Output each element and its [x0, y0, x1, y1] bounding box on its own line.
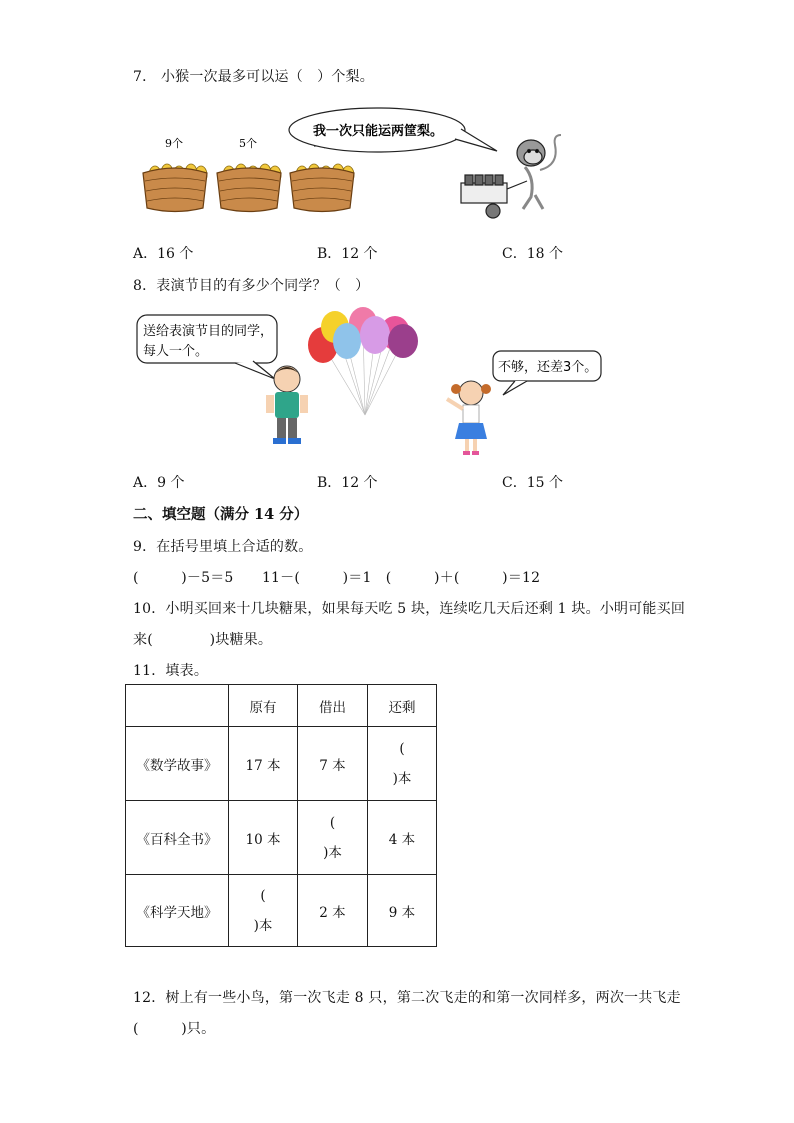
boy-speech-bubble — [137, 315, 277, 379]
table-header-cell: 还剩 — [368, 685, 437, 727]
balloons-icon — [308, 307, 418, 415]
q7-option-a[interactable]: A．16 个 — [133, 246, 194, 262]
q7-option-b[interactable]: B．12 个 — [317, 246, 378, 262]
q7-stem: 7． 小猴一次最多可以运（ ）个梨。 — [133, 69, 374, 85]
q8-illustration — [135, 305, 615, 465]
table-blank-cell[interactable]: ( )本 — [368, 727, 437, 801]
q9-expression[interactable]: ( )－5＝5 11－( )＝1 ( )＋( )＝12 — [133, 570, 541, 586]
table-cell: 4 本 — [368, 801, 437, 875]
table-cell: 《数学故事》 — [126, 727, 229, 801]
q12-line1: 12．树上有一些小鸟，第一次飞走 8 只，第二次飞走的和第一次同样多，两次一共飞走 — [133, 990, 681, 1006]
table-row — [126, 727, 437, 801]
girl-speech-text: 不够，还差3个。 — [498, 360, 598, 375]
girl-speech-bubble — [493, 351, 601, 395]
boy-speech-line2: 每人一个。 — [143, 344, 209, 359]
table-cell: 10 本 — [229, 801, 298, 875]
q12-line2[interactable]: ( )只。 — [133, 1021, 216, 1037]
table-header-cell: 原有 — [229, 685, 298, 727]
q11-table — [125, 684, 437, 947]
table-header-row — [126, 685, 437, 727]
monkey-speech-bubble — [289, 108, 497, 152]
girl-icon — [447, 381, 491, 455]
monkey-speech-text: 我一次只能运两筐梨。 — [313, 124, 444, 139]
q7-option-c[interactable]: C．18 个 — [502, 246, 563, 262]
boy-speech-line1: 送给表演节目的同学， — [143, 324, 274, 339]
table-blank-cell[interactable]: ( )本 — [229, 875, 298, 947]
table-cell: 7 本 — [298, 727, 368, 801]
q10-line1: 10．小明买回来十几块糖果，如果每天吃 5 块，连续吃几天后还剩 1 块。小明可能买回 — [133, 601, 686, 617]
q8-option-b[interactable]: B．12 个 — [317, 475, 378, 491]
table-blank-cell[interactable]: ( )本 — [298, 801, 368, 875]
table-row — [126, 875, 437, 947]
table-header-cell — [126, 685, 229, 727]
basket-1-label: 9个 — [165, 137, 183, 150]
table-cell: 2 本 — [298, 875, 368, 947]
monkey-icon — [461, 135, 561, 218]
q8-option-a[interactable]: A．9 个 — [133, 475, 185, 491]
table-cell: 《科学天地》 — [126, 875, 229, 947]
q10-line2[interactable]: 来( )块糖果。 — [133, 632, 273, 648]
basket-2-label: 5个 — [239, 137, 257, 150]
table-cell: 9 本 — [368, 875, 437, 947]
pear-basket-1 — [143, 137, 207, 212]
q9-stem: 9．在括号里填上合适的数。 — [133, 539, 313, 555]
q8-stem: 8．表演节目的有多少个同学？（ ） — [133, 278, 370, 294]
table-header-cell: 借出 — [298, 685, 368, 727]
section-2-title: 二、填空题（满分 14 分） — [133, 506, 309, 523]
q8-option-c[interactable]: C．15 个 — [502, 475, 563, 491]
table-row — [126, 801, 437, 875]
pear-basket-2 — [217, 137, 281, 212]
q11-stem: 11．填表。 — [133, 663, 209, 679]
q7-illustration — [135, 105, 575, 225]
table-cell: 17 本 — [229, 727, 298, 801]
table-cell: 《百科全书》 — [126, 801, 229, 875]
